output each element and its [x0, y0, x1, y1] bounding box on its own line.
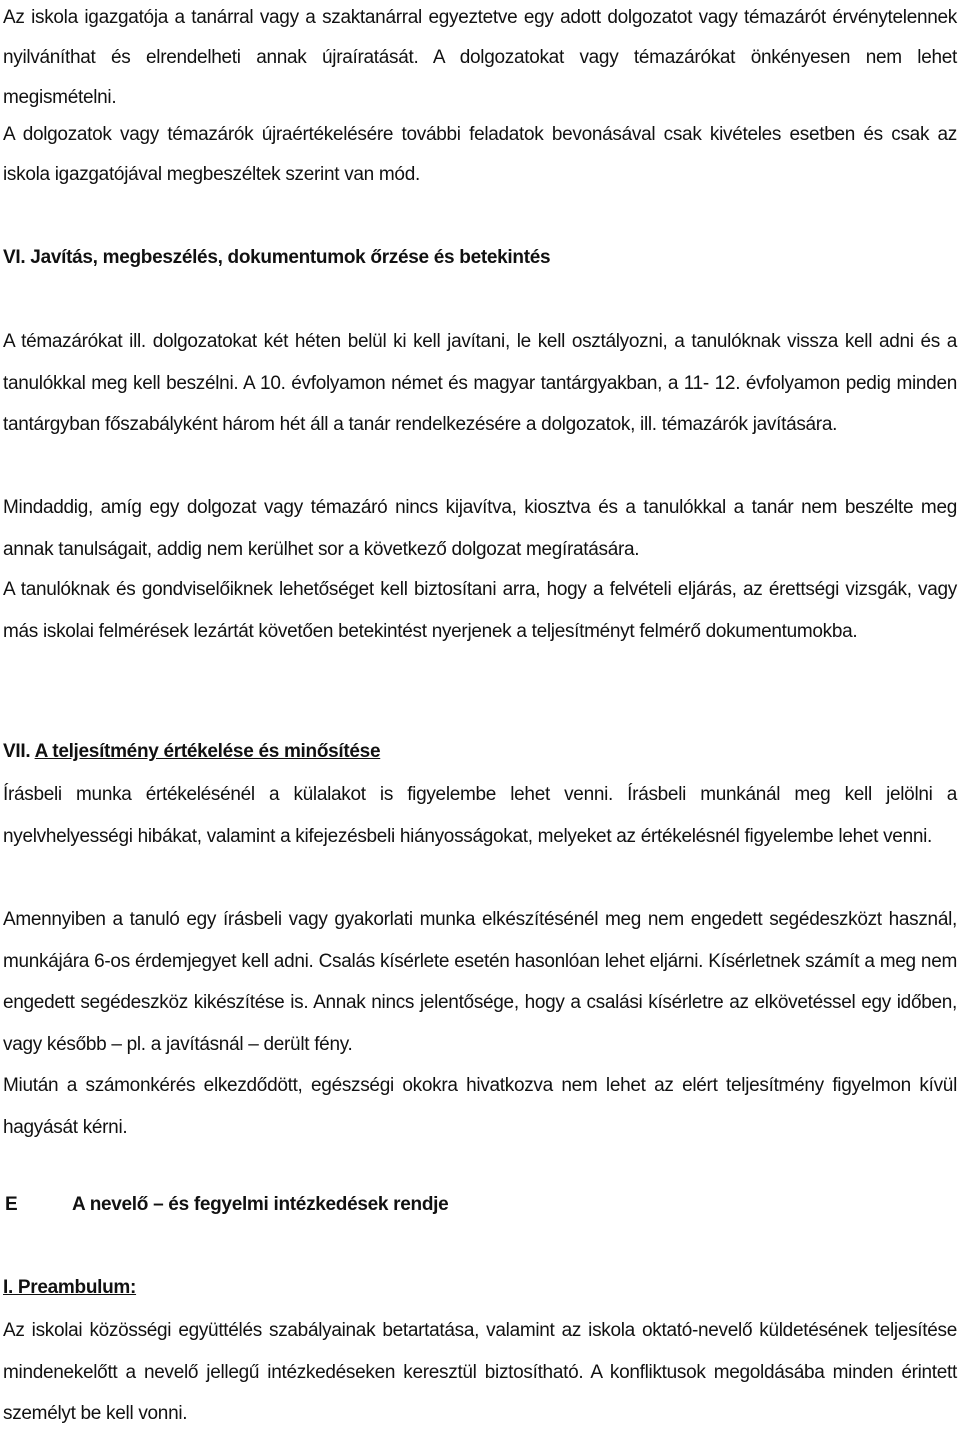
section-number-vii: VII.	[3, 741, 31, 762]
paragraph-next-test: Mindaddig, amíg egy dolgozat vagy témazáró nincs kijavítva, kiosztva és a tanulókkal a tanár nem beszélte meg annak tanulságait, addig nem kerülhet sor a következő dolgozat megíratására.	[3, 497, 957, 560]
paragraph-reevaluation: A dolgozatok vagy témazárók újraértékelésére további feladatok bevonásával csak kivételes esetben és csak az iskola igazgatójával megbeszéltek szerint van mód.	[3, 124, 957, 185]
paragraph-correction-deadline: A témazárókat ill. dolgozatokat két héten belül ki kell javítani, le kell osztályozni, a tanulóknak vissza kell adni és a tanulókkal meg kell beszélni. A 10. évfolyamon német és magyar tantárgyakban, a 11- 12. évfolyamon pedig minden tantárgyban főszabályként három hét áll a tanár rendelkezésére a dolgozatok, ill. témazárók javítására.	[3, 331, 957, 435]
section-heading-vii	[3, 732, 380, 772]
paragraph-written-work: Írásbeli munka értékelésénél a külalakot is figyelembe lehet venni. Írásbeli munkánál meg kell jelölni a nyelvhelyességi hibákat, valamint a kifejezésbeli hiányosságokat, melyeket az értékelésnél figyelembe lehet venni.	[3, 784, 957, 847]
chapter-letter-e: E	[5, 1194, 18, 1215]
section-title-preambulum: I. Preambulum:	[3, 1277, 137, 1298]
section-heading-preambulum	[3, 1268, 136, 1308]
section-heading-vi: VI. Javítás, megbeszélés, dokumentumok őrzése és betekintés	[3, 247, 551, 268]
paragraph-document-access: A tanulóknak és gondviselőiknek lehetőséget kell biztosítani arra, hogy a felvételi eljárás, az érettségi vizsgák, vagy más iskolai felmérések lezártát követően betekintést nyerjenek a teljesítményt felmérő dokumentumokba.	[3, 579, 957, 642]
paragraph-cheating: Amennyiben a tanuló egy írásbeli vagy gyakorlati munka elkészítésénél meg nem engedett segédeszközt használ, munkájára 6-os érdemjegyet kell adni. Csalás kísérlete esetén hasonlóan lehet eljárni. Kísérletnek számít a meg nem engedett segédeszköz kikészítése is. Annak nincs jelentősége, hogy a csalási kísérletre az elkövetéssel egy időben, vagy később – pl. a javításnál – derült fény.	[3, 909, 957, 1055]
chapter-title-e: A nevelő – és fegyelmi intézkedések rendje	[72, 1194, 449, 1215]
paragraph-invalidation: Az iskola igazgatója a tanárral vagy a szaktanárral egyeztetve egy adott dolgozatot vagy témazárót érvénytelennek nyilváníthat és elrendelheti annak újraíratását. A dolgozatokat vagy témazárókat önkényesen nem lehet megismételni.	[3, 7, 957, 108]
section-title-vii: A teljesítmény értékelése és minősítése	[34, 741, 381, 762]
paragraph-preambulum: Az iskolai közösségi együttélés szabályainak betartatása, valamint az iskola oktató-nevelő küldetésének teljesítése mindenekelőtt a nevelő jellegű intézkedéseken keresztül biztosítható. A konfliktusok megoldásába minden érintett személyt be kell vonni.	[3, 1320, 957, 1424]
paragraph-health-reasons: Miután a számonkérés elkezdődött, egészségi okokra hivatkozva nem lehet az elért teljesítmény figyelmon kívül hagyását kérni.	[3, 1075, 957, 1138]
